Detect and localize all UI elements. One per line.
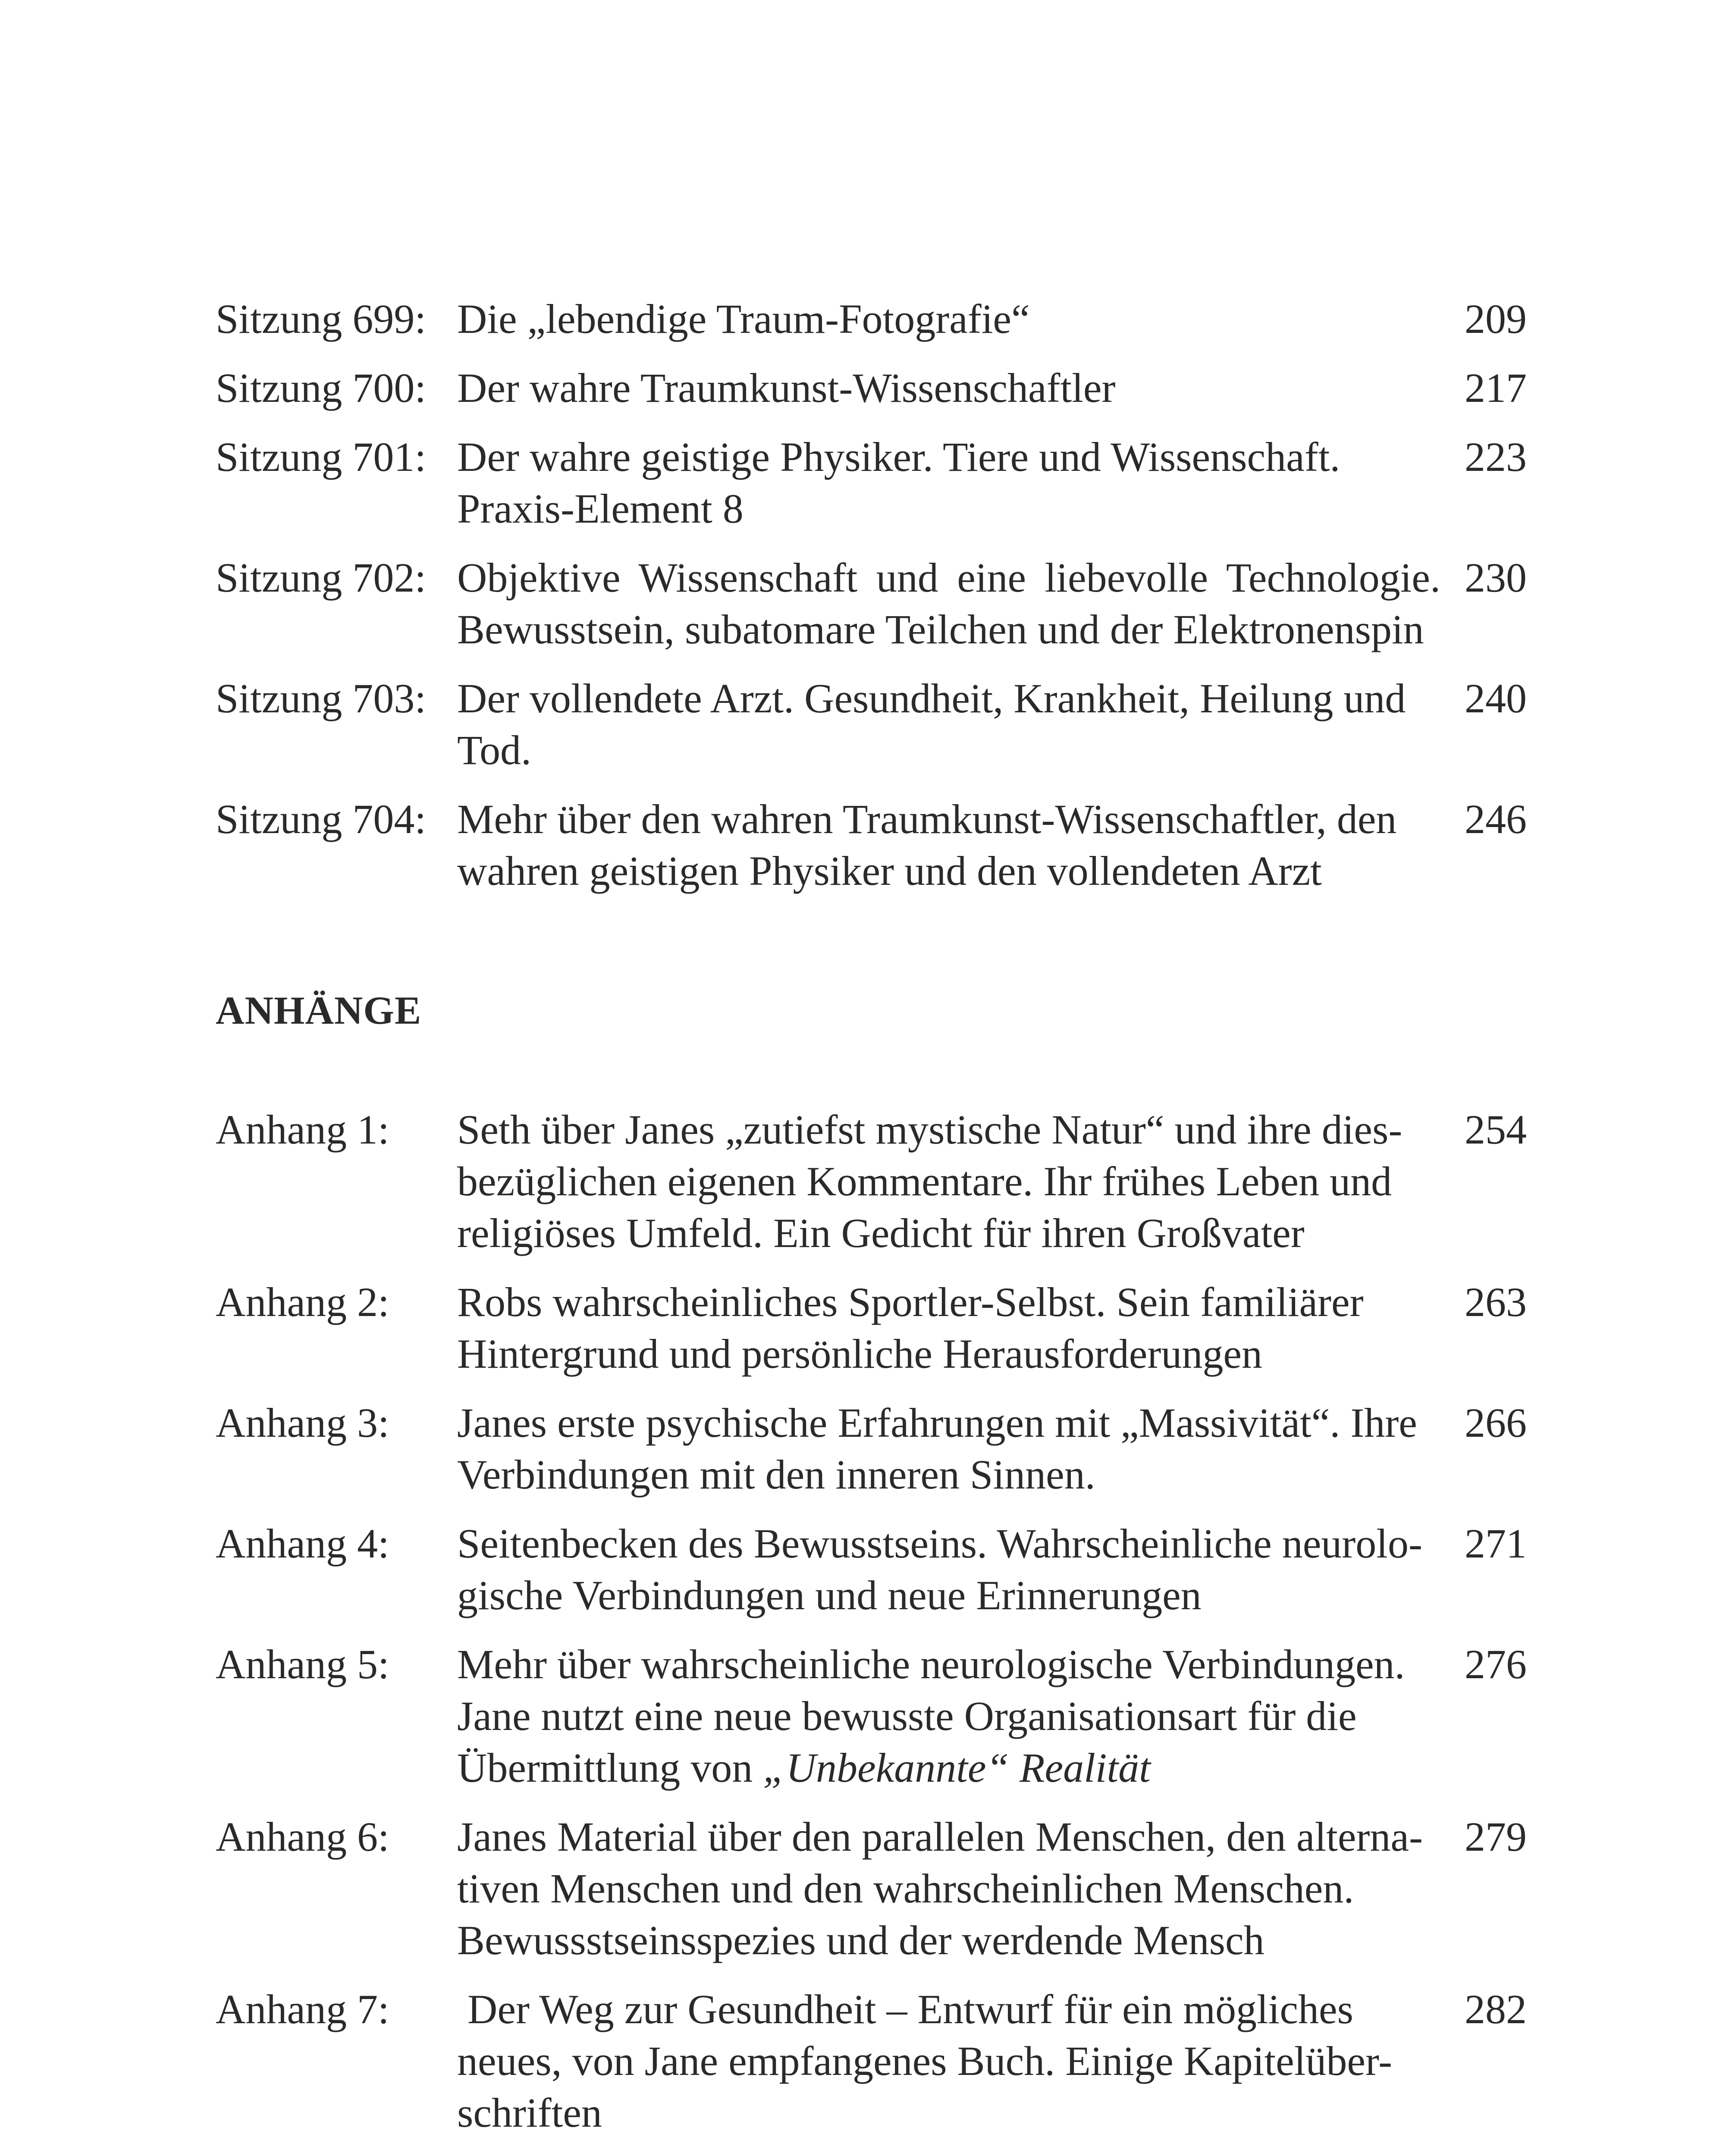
entry-title-line: Verbindungen mit den inneren Sinnen. — [457, 1451, 1095, 1498]
entry-label: Anhang 6: — [216, 1814, 389, 1860]
entry-title-line: Jane nutzt eine neue bewusste Organisationsart für die — [457, 1693, 1357, 1739]
entry-title-line: Janes erste psychische Erfahrungen mit „Massivität“. Ihre — [457, 1400, 1417, 1446]
entry-title-line: Hintergrund und persönliche Herausforderungen — [457, 1331, 1262, 1377]
entry-label: Sitzung 701: — [216, 434, 427, 480]
entry-page-number: 266 — [1465, 1400, 1527, 1446]
entry-title-line: Der wahre geistige Physiker. Tiere und Wissenschaft. — [457, 434, 1340, 480]
entry-title-line — [457, 1742, 1440, 1794]
entry-page-number: 271 — [1465, 1520, 1527, 1567]
entry-page-number: 254 — [1465, 1106, 1527, 1153]
entry-title-line: Tod. — [457, 727, 531, 773]
toc-entry — [216, 1397, 1527, 1501]
entry-page-number: 240 — [1465, 675, 1527, 721]
toc-entry — [216, 673, 1527, 776]
toc-entry — [216, 362, 1527, 414]
toc-entry — [216, 1104, 1527, 1259]
toc-entry — [216, 431, 1527, 535]
entry-title-line: Janes Material über den parallelen Menschen, den alterna- — [457, 1814, 1423, 1860]
entry-title-text: Übermittlung von — [457, 1745, 763, 1791]
toc-entry — [216, 793, 1527, 897]
entry-page-number: 279 — [1465, 1814, 1527, 1860]
entry-title-line: Praxis-Element 8 — [457, 486, 744, 532]
entry-title-line: Bewussstseinsspezies und der werdende Mensch — [457, 1917, 1264, 1963]
toc-entry — [216, 1639, 1527, 1794]
entry-page-number: 246 — [1465, 796, 1527, 842]
entry-title — [457, 362, 1440, 414]
entry-label: Sitzung 703: — [216, 675, 427, 721]
entry-title — [457, 552, 1440, 655]
entry-title — [457, 431, 1440, 535]
entry-label: Sitzung 702: — [216, 555, 427, 601]
toc-entry — [216, 1518, 1527, 1621]
entry-title-line: Bewusstsein, subatomare Teilchen und der Elektronenspin — [457, 606, 1424, 652]
toc-entry — [216, 552, 1527, 655]
entry-title-line: Seitenbecken des Bewusstseins. Wahrscheinliche neurolo- — [457, 1520, 1422, 1567]
toc-entry — [216, 1811, 1527, 1966]
entry-title — [457, 1518, 1440, 1621]
entry-title — [457, 1397, 1440, 1501]
entry-title — [457, 1276, 1440, 1380]
toc-entry — [216, 1984, 1527, 2139]
entry-label: Anhang 3: — [216, 1400, 389, 1446]
entry-title-line: Objektive Wissenschaft und eine liebevolle Technologie. — [457, 555, 1440, 601]
appendix-heading: ANHÄNGE — [216, 988, 422, 1032]
entry-title — [457, 673, 1440, 776]
entry-title-line: Robs wahrscheinliches Sportler-Selbst. Sein familiärer — [457, 1279, 1364, 1325]
entry-page-number: 282 — [1465, 1986, 1527, 2032]
entry-label: Anhang 4: — [216, 1520, 389, 1567]
entry-title-line: Seth über Janes „zutiefst mystische Natur“ und ihre dies- — [457, 1106, 1403, 1153]
entry-label: Sitzung 704: — [216, 796, 427, 842]
entry-page-number: 263 — [1465, 1279, 1527, 1325]
toc-entry — [216, 293, 1527, 345]
entry-page-number: 209 — [1465, 296, 1527, 342]
entry-page-number: 230 — [1465, 555, 1527, 601]
entry-label: Anhang 1: — [216, 1106, 389, 1153]
entry-title-line: Der Weg zur Gesundheit – Entwurf für ein mögliches — [457, 1986, 1353, 2032]
entry-title-line: bezüglichen eigenen Kommentare. Ihr frühes Leben und — [457, 1158, 1392, 1204]
toc-appendices — [216, 1104, 1527, 2156]
entry-title-line: Der vollendete Arzt. Gesundheit, Krankheit, Heilung und — [457, 675, 1406, 721]
entry-title — [457, 293, 1440, 345]
entry-label: Sitzung 700: — [216, 365, 427, 411]
entry-page-number: 223 — [1465, 434, 1527, 480]
entry-page-number: 217 — [1465, 365, 1527, 411]
entry-label: Anhang 7: — [216, 1986, 389, 2032]
entry-title-line: gische Verbindungen und neue Erinnerungen — [457, 1572, 1202, 1618]
entry-title-line: tiven Menschen und den wahrscheinlichen Menschen. — [457, 1865, 1354, 1912]
entry-title — [457, 1811, 1440, 1966]
entry-title-line: Die „lebendige Traum-Fotografie“ — [457, 296, 1030, 342]
entry-title — [457, 1984, 1440, 2139]
toc-entry — [216, 1276, 1527, 1380]
entry-title-line: religiöses Umfeld. Ein Gedicht für ihren Großvater — [457, 1210, 1305, 1256]
entry-title-line: Mehr über den wahren Traumkunst-Wissenschaftler, den — [457, 796, 1397, 842]
entry-title — [457, 793, 1440, 897]
entry-title-line: Mehr über wahrscheinliche neurologische Verbindungen. — [457, 1641, 1405, 1687]
entry-title — [457, 1639, 1440, 1794]
entry-page-number: 276 — [1465, 1641, 1527, 1687]
entry-title — [457, 1104, 1440, 1259]
entry-title-line: schriften — [457, 2090, 602, 2136]
entry-label: Anhang 2: — [216, 1279, 389, 1325]
entry-title-line: wahren geistigen Physiker und den vollendeten Arzt — [457, 848, 1322, 894]
entry-title-line: neues, von Jane empfangenes Buch. Einige Kapitelüber- — [457, 2038, 1393, 2084]
entry-title-italic: „Unbekannte“ Realität — [763, 1745, 1151, 1791]
toc-sessions — [216, 293, 1527, 914]
entry-label: Sitzung 699: — [216, 296, 427, 342]
entry-label: Anhang 5: — [216, 1641, 389, 1687]
entry-title-line: Der wahre Traumkunst-Wissenschaftler — [457, 365, 1116, 411]
